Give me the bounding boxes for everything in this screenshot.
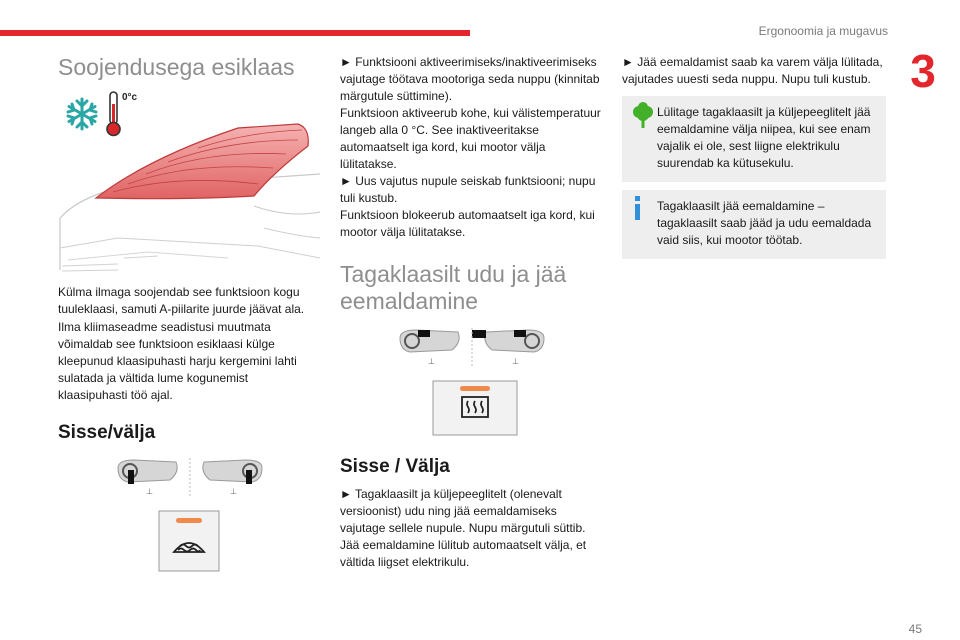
- info-icon: [631, 196, 645, 220]
- column-notes: [622, 54, 886, 259]
- page-number: 45: [908, 622, 922, 636]
- eco-tree-icon: [631, 102, 655, 130]
- info-text: Tagaklaasilt jää eemaldamine – tagaklaasilt saab jääd ja udu eemaldada vaid siis, kui mootor töötab.: [657, 199, 872, 248]
- heated-windscreen-illustration: [58, 88, 320, 274]
- svg-text:⊥: ⊥: [428, 357, 435, 367]
- heading-rear-defrost: Tagaklaasilt udu ja jää eemaldamine: [340, 261, 567, 314]
- para-blocked: Funktsioon blokeerub automaatselt iga kord, kui mootor välja lülitatakse.: [340, 208, 595, 240]
- chapter-number: 3: [910, 45, 936, 97]
- thermometer-icon: [104, 90, 122, 138]
- para-rear-defrost: ► Tagaklaasilt ja küljepeeglitelt (olenevalt versioonist) udu ning jää eemaldamiseks vajutage sellele nupule. Nupu märgutuli süttib.: [340, 487, 586, 536]
- temperature-label: 0°c: [122, 92, 138, 104]
- svg-text:⊥: ⊥: [230, 486, 237, 496]
- info-box: [622, 190, 886, 259]
- para-switch-off-early: ► Jää eemaldamist saab ka varem välja lülitada, vajutades uuesti seda nuppu. Nupu tuli kustub.: [622, 55, 883, 87]
- heated-windscreen-description: Külma ilmaga soojendab see funktsioon kogu tuuleklaasi, samuti A-piilarite juurde jäävat ala. Ilma kliimaseadme seadistusi muutmata võimaldab see funktsioon esiklaasi külge kleepunud klaasipuhasti harju kergemini lahti sulatada ja vältida lume kogunemist klaasipuhasti töö ajal.: [58, 285, 305, 402]
- header-accent-bar: [0, 30, 470, 36]
- para-press-again: ► Uus vajutus nupule seiskab funktsiooni; nupu tuli kustub.: [340, 174, 596, 206]
- subheading-on-off: Sisse/välja: [58, 421, 156, 443]
- snowflake-icon: [64, 96, 100, 132]
- rear-defrost-button: [432, 380, 518, 436]
- subheading-on-off-rear: Sisse / Välja: [340, 456, 450, 478]
- section-title: Ergonoomia ja mugavus: [758, 24, 888, 38]
- svg-text:⊥: ⊥: [146, 486, 153, 496]
- column-instructions: [340, 54, 604, 571]
- para-activate: ► Funktsiooni aktiveerimiseks/inaktiveerimiseks vajutage töötava mootoriga seda nuppu (kinnitab märgutule süttimine).: [340, 55, 600, 104]
- para-rear-auto-off: Jää eemaldamine lülitub automaatselt välja, et vältida liigset elektrikulu.: [340, 538, 587, 570]
- eco-tip-box: [622, 96, 886, 182]
- column-heated-windscreen: [58, 54, 320, 572]
- windscreen-heat-button: [158, 510, 220, 572]
- mirror-icon: [392, 328, 552, 370]
- para-auto-activate: Funktsioon aktiveerub kohe, kui välistemperatuur langeb alla 0 °C. See inaktiveeritakse automaatselt iga kord, kui mootor välja lülitatakse.: [340, 106, 601, 172]
- eco-tip-text: Lülitage tagaklaasilt ja küljepeeglitelt jää eemaldamine välja niipea, kui see enam vajalik ei ole, sest liigne elektrikulu suurendab ka kütusekulu.: [657, 105, 871, 171]
- heading-heated-windscreen: Soojendusega esiklaas: [58, 54, 295, 80]
- svg-text:⊥: ⊥: [512, 357, 519, 367]
- mirror-icon: [110, 458, 270, 500]
